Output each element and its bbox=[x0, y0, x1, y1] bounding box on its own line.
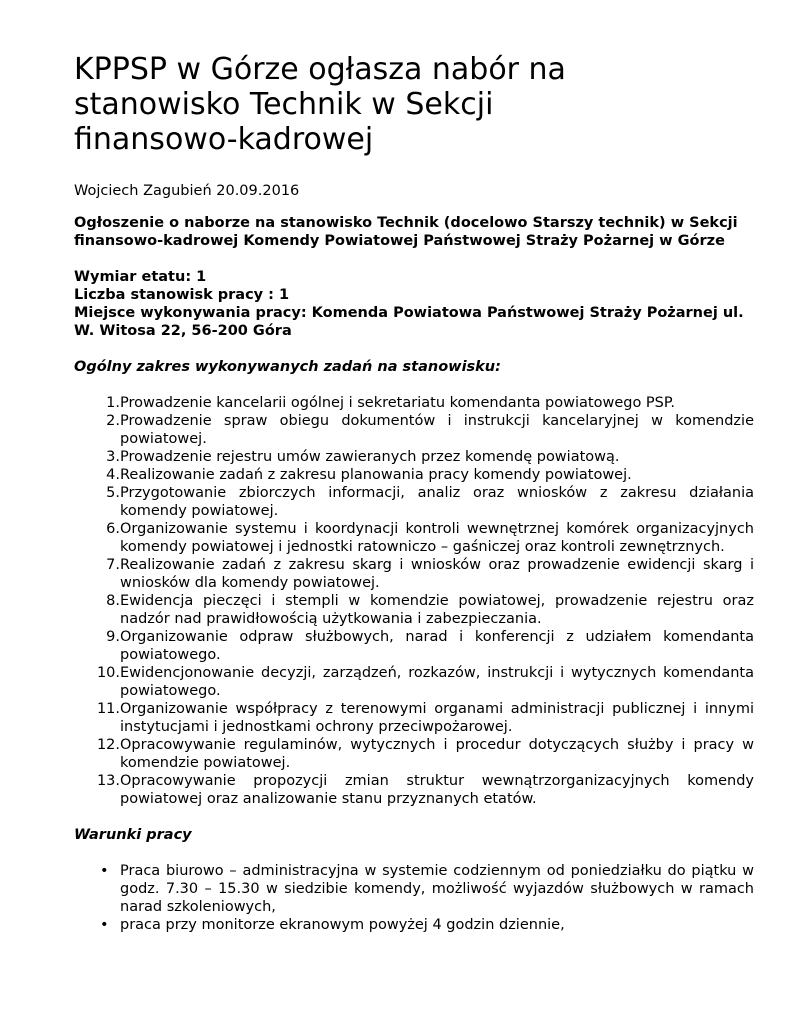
list-number: 6. bbox=[106, 521, 120, 537]
list-text: Opracowywanie propozycji zmian struktur wewnątrzorganizacyjnych komendy powiatowej oraz analizowanie stanu przyznanych etatów. bbox=[120, 773, 754, 807]
fact-positions: Liczba stanowisk pracy : 1 bbox=[74, 287, 290, 303]
list-item bbox=[74, 916, 754, 934]
job-facts bbox=[74, 268, 754, 340]
list-text: Przygotowanie zbiorczych informacji, analiz oraz wniosków z zakresu działania komendy powiatowej. bbox=[120, 485, 754, 519]
list-number: 7. bbox=[106, 557, 120, 573]
list-text: Opracowywanie regulaminów, wytycznych i procedur dotyczących służby i pracy w komendzie powiatowej. bbox=[120, 737, 754, 771]
list-text: praca przy monitorze ekranowym powyżej 4 godzin dziennie, bbox=[120, 917, 565, 933]
bullet-icon: • bbox=[100, 863, 109, 879]
list-number: 9. bbox=[106, 629, 120, 645]
page-title: KPPSP w Górze ogłasza nabór na stanowisko Technik w Sekcji finansowo-kadrowej bbox=[74, 52, 566, 157]
list-item bbox=[74, 736, 754, 772]
list-item bbox=[74, 394, 754, 412]
list-number: 5. bbox=[106, 485, 120, 501]
list-text: Prowadzenie spraw obiegu dokumentów i instrukcji kancelaryjnej w komendzie powiatowej. bbox=[120, 413, 754, 447]
conditions-heading: Warunki pracy bbox=[74, 827, 192, 843]
tasks-list bbox=[74, 394, 754, 808]
list-item bbox=[74, 664, 754, 700]
list-number: 1. bbox=[106, 395, 120, 411]
list-text: Ewidencjonowanie decyzji, zarządzeń, rozkazów, instrukcji i wytycznych komendanta powiatowego. bbox=[120, 665, 754, 699]
list-item bbox=[74, 772, 754, 808]
list-number: 2. bbox=[106, 413, 120, 429]
list-number: 11. bbox=[96, 701, 120, 717]
list-item bbox=[74, 862, 754, 916]
list-text: Ewidencja pieczęci i stempli w komendzie powiatowej, prowadzenie rejestru oraz nadzór nad prawidłowością użytkowania i zabezpieczania. bbox=[120, 593, 754, 627]
list-text: Organizowanie współpracy z terenowymi organami administracji publicznej i innymi instytucjami i jednostkami ochrony przeciwpożarowej. bbox=[120, 701, 754, 735]
list-text: Prowadzenie rejestru umów zawieranych przez komendę powiatową. bbox=[120, 449, 620, 465]
list-number: 4. bbox=[106, 467, 120, 483]
list-text: Organizowanie odpraw służbowych, narad i konferencji z udziałem komendanta powiatowego. bbox=[120, 629, 754, 663]
bullet-icon: • bbox=[100, 917, 109, 933]
list-item bbox=[74, 700, 754, 736]
list-number: 13. bbox=[96, 773, 120, 789]
list-number: 10. bbox=[96, 665, 120, 681]
list-item bbox=[74, 556, 754, 592]
list-item bbox=[74, 466, 754, 484]
list-text: Praca biurowo – administracyjna w systemie codziennym od poniedziałku do piątku w godz. 7.30 – 15.30 w siedzibie komendy, możliwość wyjazdów służbowych w ramach narad szkoleniowych, bbox=[120, 863, 754, 915]
list-item bbox=[74, 412, 754, 448]
list-text: Realizowanie zadań z zakresu planowania pracy komendy powiatowej. bbox=[120, 467, 632, 483]
list-text: Organizowanie systemu i koordynacji kontroli wewnętrznej komórek organizacyjnych komendy powiatowej i jednostki ratowniczo – gaśniczej oraz kontroli zewnętrznych. bbox=[120, 521, 754, 555]
list-item bbox=[74, 520, 754, 556]
list-item bbox=[74, 448, 754, 466]
list-number: 12. bbox=[96, 737, 120, 753]
list-text: Realizowanie zadań z zakresu skarg i wniosków oraz prowadzenie ewidencji skarg i wniosków dla komendy powiatowej. bbox=[120, 557, 754, 591]
announcement-intro: Ogłoszenie o naborze na stanowisko Technik (docelowo Starszy technik) w Sekcji finansowo-kadrowej Komendy Powiatowej Państwowej Straży Pożarnej w Górze bbox=[74, 215, 738, 249]
conditions-list bbox=[74, 862, 754, 934]
list-item bbox=[74, 592, 754, 628]
list-item bbox=[74, 484, 754, 520]
list-text: Prowadzenie kancelarii ogólnej i sekretariatu komendanta powiatowego PSP. bbox=[120, 395, 675, 411]
list-number: 3. bbox=[106, 449, 120, 465]
author-date: Wojciech Zagubień 20.09.2016 bbox=[74, 183, 300, 199]
list-item bbox=[74, 628, 754, 664]
fact-workload: Wymiar etatu: 1 bbox=[74, 269, 207, 285]
fact-location: Miejsce wykonywania pracy: Komenda Powiatowa Państwowej Straży Pożarnej ul. W. Witosa 22, 56-200 Góra bbox=[74, 305, 744, 339]
tasks-heading: Ogólny zakres wykonywanych zadań na stanowisku: bbox=[74, 359, 501, 375]
list-number: 8. bbox=[106, 593, 120, 609]
